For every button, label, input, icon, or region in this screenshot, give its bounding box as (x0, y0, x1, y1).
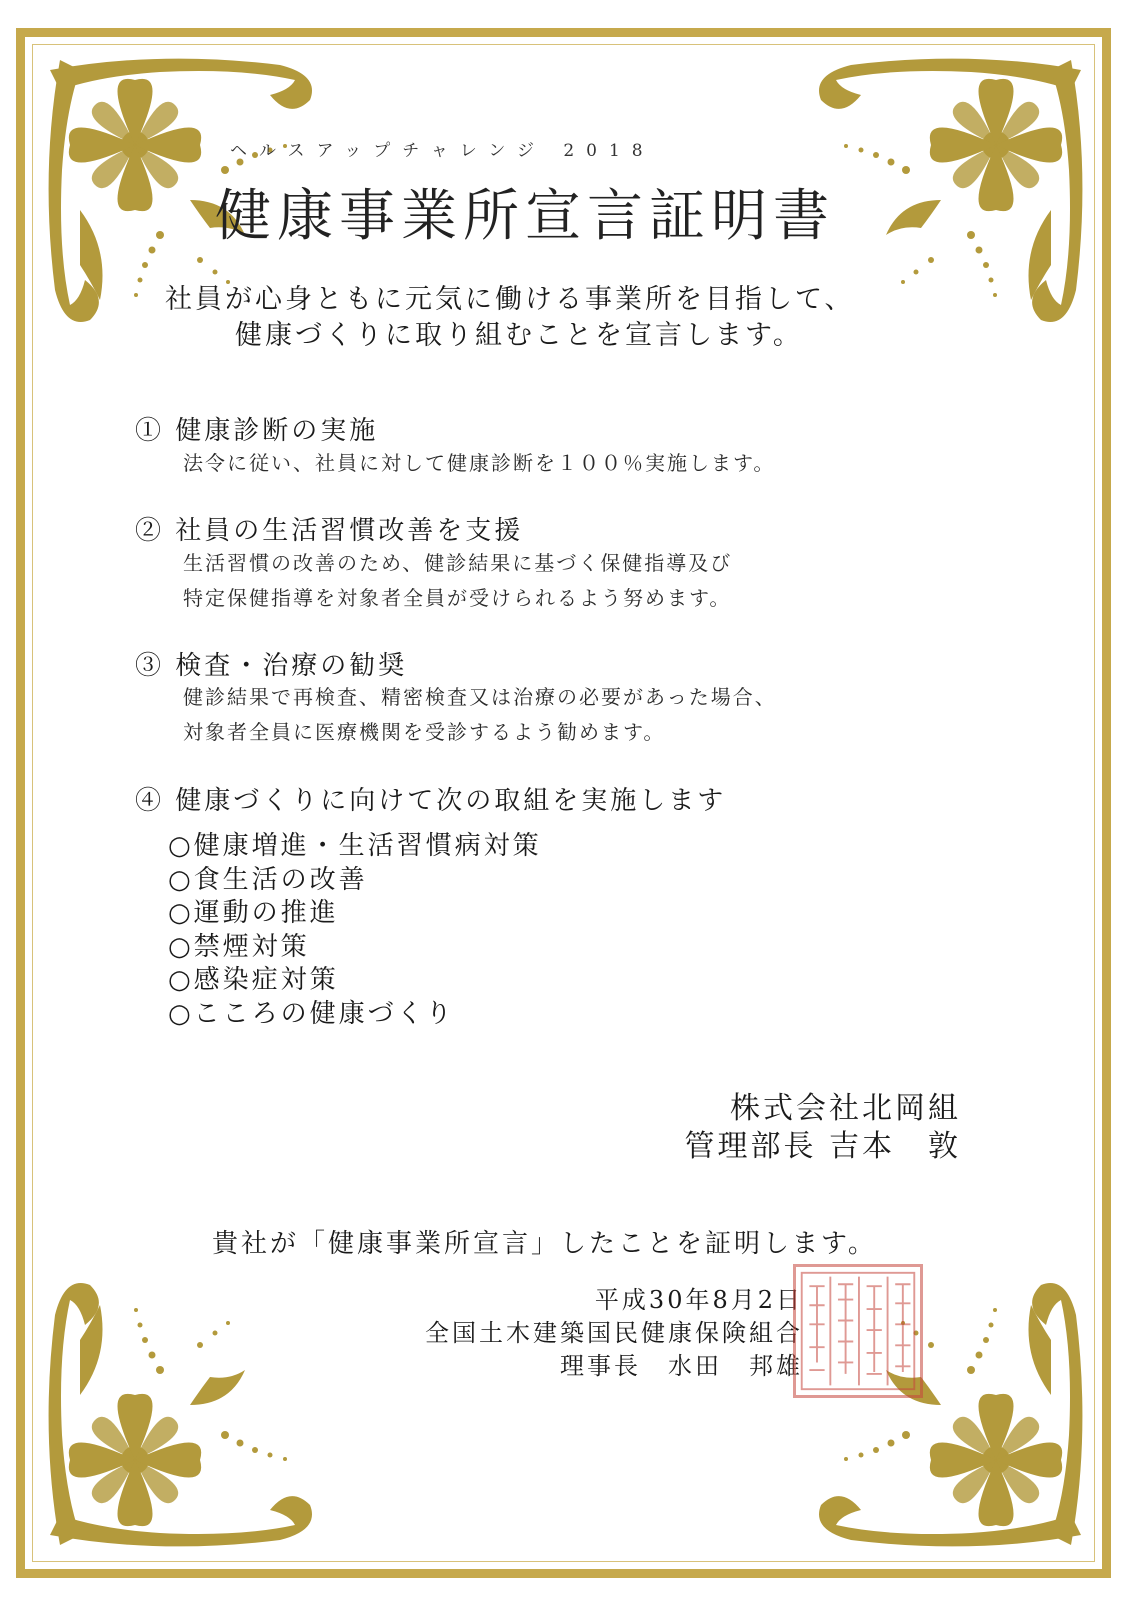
official-seal (793, 1264, 923, 1398)
intro-statement (165, 282, 854, 354)
declarant-company: 株式会社北岡組 (730, 1091, 961, 1126)
issuer-organization: 全国土木建築国民健康保険組合 (425, 1319, 803, 1347)
intro-line-1: 社員が心身ともに元気に働ける事業所を目指して、 (165, 284, 855, 315)
section-1-body-line: 法令に従い、社員に対して健康診断を１００％実施します。 (183, 451, 776, 475)
list-item: ○こころの健康づくり (168, 998, 455, 1029)
section-1-body (183, 446, 775, 481)
section-3-body-line: 対象者全員に医療機関を受診するよう勧めます。 (183, 720, 666, 744)
declarant-person: 管理部長 吉本 敦 (684, 1129, 961, 1164)
section-2-body (183, 546, 732, 616)
issuer-signer: 理事長 水田 邦雄 (560, 1352, 803, 1380)
section-3-body (183, 680, 777, 750)
section-1-heading: ① 健康診断の実施 (135, 416, 379, 446)
intro-line-2: 健康づくりに取り組むことを宣言します。 (235, 320, 803, 351)
list-item: ○食生活の改善 (168, 864, 368, 895)
corner-ornament-bottom-left (40, 1235, 340, 1555)
section-3-heading: ③ 検査・治療の勧奨 (135, 651, 408, 681)
declarant-block (684, 1090, 961, 1166)
section-2-heading: ② 社員の生活習慣改善を支援 (135, 516, 524, 546)
certification-statement: 貴社が「健康事業所宣言」したことを証明します。 (212, 1229, 877, 1259)
section-2-body-line: 特定保健指導を対象者全員が受けられるよう努めます。 (183, 586, 732, 610)
issuer-block (425, 1284, 803, 1383)
section-3-body-line: 健診結果で再検査、精密検査又は治療の必要があった場合、 (183, 685, 777, 709)
section-4-item-list (168, 830, 542, 1031)
section-2-body-line: 生活習慣の改善のため、健診結果に基づく保健指導及び (183, 551, 733, 575)
section-4-heading: ④ 健康づくりに向けて次の取組を実施します (135, 786, 727, 816)
list-item: ○健康増進・生活習慣病対策 (168, 831, 542, 861)
certificate-subtitle: ヘルスアップチャレンジ 2018 (230, 141, 655, 161)
certificate-title: 健康事業所宣言証明書 (215, 184, 835, 249)
list-item: ○感染症対策 (168, 965, 339, 995)
issue-date: 平成30年8月2日 (594, 1286, 803, 1314)
list-item: ○禁煙対策 (168, 931, 310, 962)
list-item: ○運動の推進 (168, 898, 339, 928)
